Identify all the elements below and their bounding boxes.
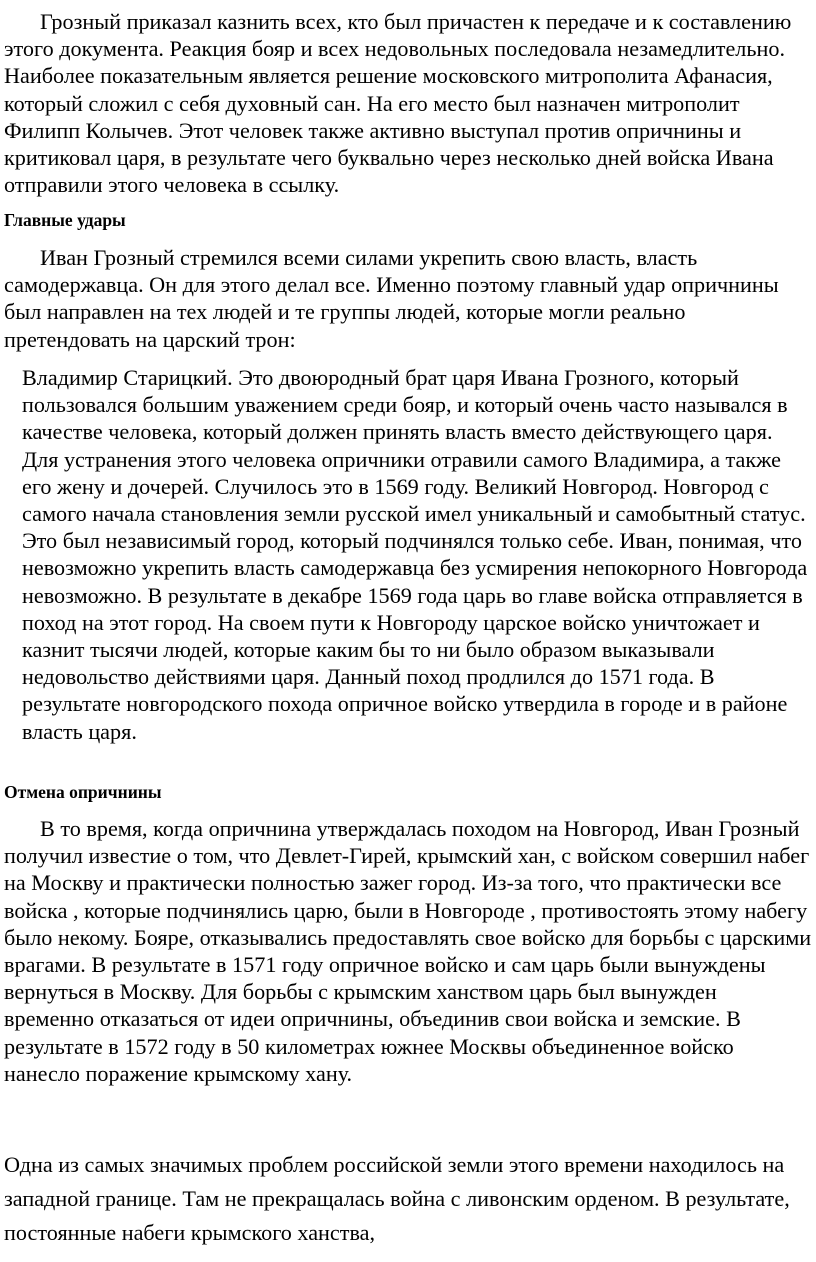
paragraph-execution-text: Грозный приказал казнить всех, кто был причастен к передаче и к составлению этого документа. Реакция бояр и всех недовольных последовала незамедлительно. Наиболее показательным является решение московского митрополита Афанасия, который сложил с себя духовный сан. На его место был назначен митрополит Филипп Колычев. Этот человек также активно выступал против опричнины и критиковал царя, в результате чего буквально через несколько дней войска Ивана отправили этого человека в ссылку.: [4, 9, 792, 198]
heading-abolition: Отмена опричнины: [4, 782, 162, 802]
heading-main-strikes: Главные удары: [4, 210, 126, 230]
paragraph-abolition-text: В то время, когда опричнина утверждалась походом на Новгород, Иван Грозный получил известие о том, что Девлет-Гирей, крымский хан, с войском совершил набег на Москву и практически полностью зажег город. Из-за того, что практически все войска , которые подчинялись царю, были в Новгороде , противостоять этому набегу было некому. Бояре, отказывались предоставлять свое войско для борьбы с царскими врагами. В результате в 1571 году опричное войско и сам царь были вынуждены вернуться в Москву. Для борьбы с крымским ханством царь был вынужден временно отказаться от идеи опричнины, объединив свои войска и земские. В результате в 1572 году в 50 километрах южнее Москвы объединенное войско нанесло поражение крымскому хану.: [4, 816, 812, 1086]
paragraph-main-strikes: [4, 244, 812, 353]
paragraph-execution: [4, 8, 812, 198]
paragraph-abolition: [4, 815, 812, 1087]
indented-block-targets: Владимир Старицкий. Это двоюродный брат царя Ивана Грозного, который пользовался большим уважением среди бояр, и который очень часто назывался в качестве человека, который должен принять власть вместо действующего царя. Для устранения этого человека опричники отравили самого Владимира, а также его жену и дочерей. Случилось это в 1569 году. Великий Новгород. Новгород с самого начала становления земли русской имел уникальный и самобытный статус. Это был независимый город, который подчинялся только себе. Иван, понимая, что невозможно укрепить власть самодержавца без усмирения непокорного Новгорода невозможно. В результате в декабре 1569 года царь во главе войска отправляется в поход на этот город. На своем пути к Новгороду царское войско уничтожает и казнит тысячи людей, которые каким бы то ни было образом выказывали недовольство действиями царя. Данный поход продлился до 1571 года. В результате новгородского похода опричное войско утвердила в городе и в районе власть царя.: [22, 365, 808, 744]
paragraph-main-strikes-text: Иван Грозный стремился всеми силами укрепить свою власть, власть самодержавца. Он для этого делал все. Именно поэтому главный удар опричнины был направлен на тех людей и те группы людей, которые могли реально претендовать на царский трон:: [4, 245, 779, 352]
paragraph-western-border: Одна из самых значимых проблем российской земли этого времени находилось на западной границе. Там не прекращалась война с ливонским орденом. В результате, постоянные набеги крымского ханства,: [4, 1152, 790, 1245]
